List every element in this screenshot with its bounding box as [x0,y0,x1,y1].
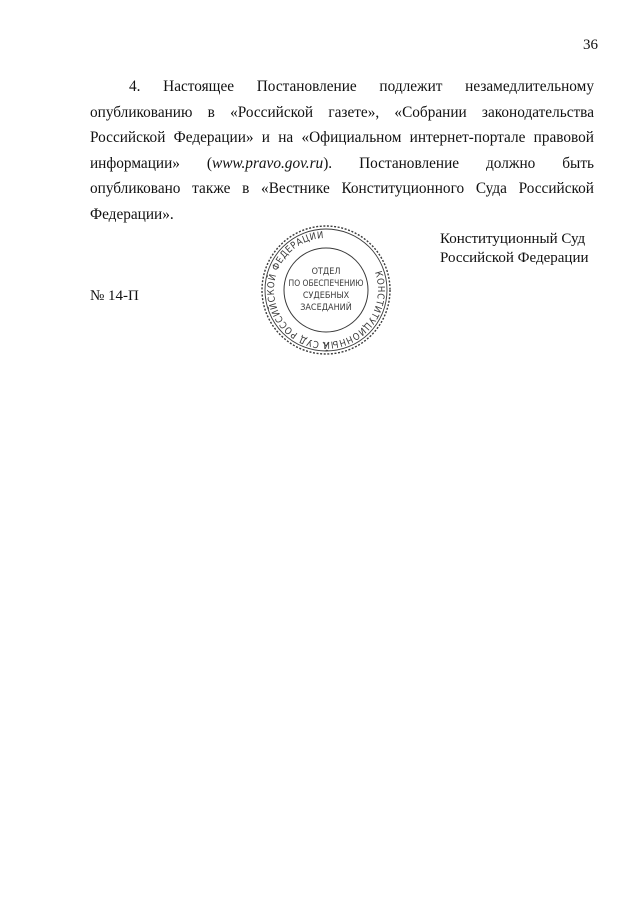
signature-block [440,230,610,268]
paragraph-tail: ). Постановление должно быть опубликовано также в «Вестнике Конституционного Суда Российской Федерации». [90,154,594,223]
seal-center-line-1: ОТДЕЛ [311,267,341,277]
official-seal [258,222,394,358]
seal-center-line-2: ПО ОБЕСПЕЧЕНИЮ [288,278,364,288]
official-portal-url: www.pravo.gov.ru [212,154,324,172]
decision-number: № 14-П [90,288,139,304]
seal-ring-text: КОНСТИТУЦИОННЫЙ СУД РОССИЙСКОЙ ФЕДЕРАЦИИ [265,229,387,351]
seal-center-line-3: СУДЕБНЫХ [302,291,350,301]
signature-line-1: Конституционный Суд [440,231,586,247]
seal-graphic [258,222,394,358]
signature-line-2: Российской Федерации [440,250,589,266]
seal-center-line-4: ЗАСЕДАНИЙ [300,303,352,313]
paragraph-lead: 4. Настоящее Постановление подлежит незамедлительному опубликованию в «Российской газете», «Собрании законодательства Российской Федерации» и на «Официальном интернет-портале правовой информации» ( [90,78,594,172]
page-number: 36 [583,37,598,53]
body-paragraph [90,74,594,228]
